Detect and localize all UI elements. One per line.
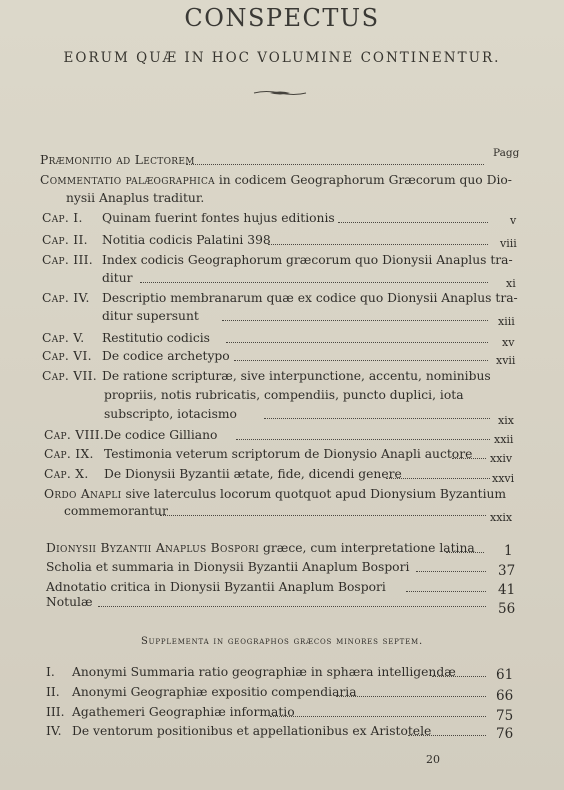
page-number: xiii	[498, 315, 515, 328]
supplementa-heading: Supplementa in geographos græcos minores septem.	[140, 636, 424, 647]
entry-cap-2: Cap. II. Notitia codicis Palatini 398	[42, 233, 271, 247]
page-number: 1	[504, 543, 513, 559]
entry-anaplus: Dionysii Byzantii Anaplus Bospori græce, cum interpretatione latina	[46, 541, 475, 555]
page-number: 61	[496, 667, 514, 683]
page-number: 41	[498, 582, 516, 598]
dot-leader	[264, 417, 490, 419]
dot-leader	[446, 551, 484, 553]
entry-cap-6: Cap. VI. De codice archetypo	[42, 349, 230, 363]
page-number: 66	[496, 688, 514, 704]
dot-leader	[406, 590, 486, 592]
entry-ordo-anapli: Ordo Anapli sive laterculus locorum quotquot apud Dionysium Byzantium	[44, 487, 507, 501]
page-number: xi	[506, 277, 516, 290]
page-number: xxix	[490, 511, 513, 524]
entry-notulae: Notulæ	[46, 595, 93, 609]
supplement-item: I. Anonymi Summaria ratio geographiæ in sphæra intelligendæ	[46, 665, 456, 679]
page-subtitle: EORUM QUÆ IN HOC VOLUMINE CONTINENTUR.	[63, 50, 501, 66]
dot-leader	[268, 243, 488, 245]
page-number: 56	[498, 601, 516, 617]
dot-leader	[416, 570, 486, 572]
dot-leader	[408, 734, 486, 736]
entry-cap-3: Cap. III. Index codicis Geographorum græcorum quo Dionysii Anaplus tra-	[42, 253, 513, 267]
entry-cap-4-cont: ditur supersunt	[102, 309, 199, 323]
folio-number: 20	[426, 753, 440, 766]
dot-leader	[236, 438, 490, 440]
dot-leader	[336, 695, 486, 697]
entry-cap-3-cont: ditur	[102, 271, 133, 285]
page-number: v	[510, 214, 517, 227]
supplement-item: IV. De ventorum positionibus et appellationibus ex Aristotele	[46, 724, 432, 738]
dot-leader	[386, 477, 490, 479]
entry-commentatio-cont: nysii Anaplus traditur.	[66, 191, 205, 205]
entry-cap-4: Cap. IV. Descriptio membranarum quæ ex codice quo Dionysii Anaplus tra-	[42, 291, 518, 305]
page-number: xv	[502, 336, 515, 349]
page-number: xxvi	[492, 472, 515, 485]
entry-cap-7-cont: propriis, notis rubricatis, compendiis, puncto duplici, iota	[104, 388, 464, 402]
entry-scholia: Scholia et summaria in Dionysii Byzantii Anaplum Bospori	[46, 560, 410, 574]
dot-leader	[270, 715, 486, 717]
dot-leader	[234, 359, 488, 361]
entry-cap-9: Cap. IX. Testimonia veterum scriptorum de Dionysio Anapli auctore	[44, 447, 473, 461]
ornament-divider-icon	[252, 89, 308, 97]
dot-leader	[226, 341, 488, 343]
entry-adnotatio: Adnotatio critica in Dionysii Byzantii Anaplum Bospori	[46, 580, 386, 594]
dot-leader	[452, 457, 486, 459]
pagg-label: Pagg	[493, 147, 520, 159]
page-number: xxii	[494, 433, 514, 446]
dot-leader	[160, 514, 486, 516]
entry-cap-5: Cap. V. Restitutio codicis	[42, 331, 210, 345]
entry-commentatio: Commentatio palæographica in codicem Geographorum Græcorum quo Dio-	[40, 173, 512, 187]
entry-ordo-anapli-cont: commemorantur	[64, 504, 168, 518]
entry-cap-8: Cap. VIII.De codice Gilliano	[44, 428, 218, 442]
dot-leader	[222, 319, 488, 321]
page-number: xxiv	[490, 452, 513, 465]
dot-leader	[98, 605, 486, 607]
dot-leader	[432, 675, 486, 677]
page-number: xix	[498, 414, 514, 427]
entry-praemonitio: Præmonitio ad Lectorem	[40, 153, 195, 167]
dot-leader	[140, 281, 488, 283]
page-number: xvii	[496, 354, 516, 367]
dot-leader	[338, 221, 488, 223]
page-number: 37	[498, 563, 516, 579]
page-number: 75	[496, 708, 514, 724]
supplement-item: II. Anonymi Geographiæ expositio compendiaria	[46, 685, 357, 699]
entry-cap-7: Cap. VII. De ratione scripturæ, sive interpunctione, accentu, nominibus	[42, 369, 491, 383]
page-title: CONSPECTUS	[184, 4, 380, 32]
entry-cap-1: Cap. I. Quinam fuerint fontes hujus editionis	[42, 211, 335, 225]
entry-cap-10: Cap. X. De Dionysii Byzantii ætate, fide, dicendi genere	[44, 467, 402, 481]
entry-cap-7-cont: subscripto, iotacismo	[104, 407, 237, 421]
page-number: viii	[500, 237, 517, 250]
page-number: 76	[496, 726, 514, 742]
dot-leader	[186, 163, 484, 165]
supplement-item: III. Agathemeri Geographiæ informatio	[46, 705, 295, 719]
